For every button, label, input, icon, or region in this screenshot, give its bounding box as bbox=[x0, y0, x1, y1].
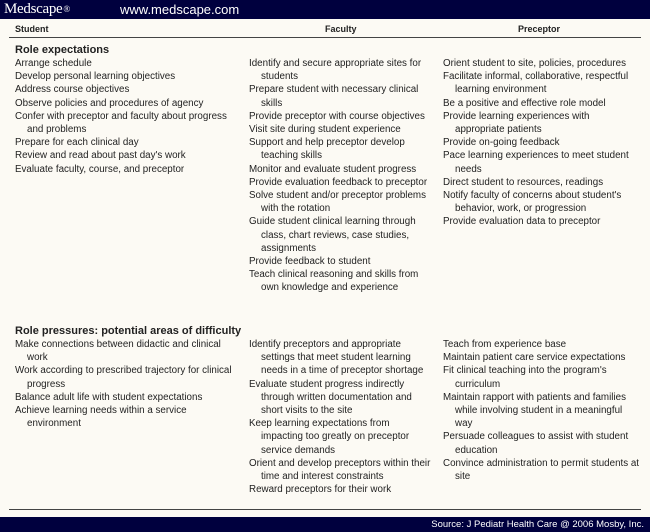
role-expectations-student-list bbox=[15, 57, 237, 176]
faculty-list-item: Provide evaluation feedback to preceptor bbox=[249, 176, 428, 188]
preceptor-list-item: Maintain rapport with patients and families while involving student in a meaningful way bbox=[443, 391, 626, 430]
column-header-preceptor: Preceptor bbox=[518, 24, 561, 34]
preceptor-list-item: Maintain patient care service expectations bbox=[443, 352, 626, 364]
faculty-list-item: Teach clinical reasoning and skills from own knowledge and experience bbox=[249, 269, 419, 294]
section-title-role-expectations: Role expectations bbox=[15, 44, 110, 56]
preceptor-list-item: Orient student to site, policies, procedures bbox=[443, 58, 626, 69]
faculty-list-item: Evaluate student progress indirectly through written documentation and short visits to the site bbox=[249, 378, 412, 417]
preceptor-list-item: Fit clinical teaching into the program's curriculum bbox=[443, 365, 607, 390]
faculty-list-item: Identify preceptors and appropriate settings that meet student learning needs in a time of preceptor shortage bbox=[249, 339, 424, 377]
preceptor-list-item: Be a positive and effective role model bbox=[443, 97, 606, 109]
footer-bar bbox=[0, 517, 650, 532]
preceptor-list-item: Notify faculty of concerns about student's behavior, work, or progression bbox=[443, 190, 622, 215]
faculty-list-item: Guide student clinical learning through class, chart reviews, case studies, assignments bbox=[249, 216, 416, 254]
student-list-item: Evaluate faculty, course, and preceptor bbox=[15, 163, 185, 175]
faculty-list-item: Orient and develop preceptors within their time and interest constraints bbox=[249, 457, 431, 483]
column-header-faculty: Faculty bbox=[325, 24, 357, 34]
student-list-item: Make connections between didactic and clinical work bbox=[15, 339, 221, 364]
preceptor-list-item: Pace learning experiences to meet student needs bbox=[443, 150, 629, 175]
preceptor-list-item: Provide on-going feedback bbox=[443, 137, 560, 149]
student-list-item: Achieve learning needs within a service environment bbox=[15, 405, 187, 430]
faculty-list-item: Support and help preceptor develop teaching skills bbox=[249, 137, 405, 162]
header-bar bbox=[0, 0, 650, 19]
faculty-list-item: Solve student and/or preceptor problems with the rotation bbox=[249, 190, 426, 215]
column-header-student: Student bbox=[15, 24, 49, 34]
faculty-list-item: Reward preceptors for their work bbox=[249, 484, 392, 496]
role-expectations-faculty-list bbox=[249, 57, 431, 295]
preceptor-list-item: Provide learning experiences with appropriate patients bbox=[443, 110, 590, 136]
preceptor-list-item: Persuade colleagues to assist with student education bbox=[443, 431, 629, 456]
student-list-item: Review and read about past day's work bbox=[15, 150, 186, 162]
preceptor-list-item: Direct student to resources, readings bbox=[443, 176, 604, 188]
faculty-list-item: Provide feedback to student bbox=[249, 256, 371, 268]
faculty-list-item: Prepare student with necessary clinical skills bbox=[249, 84, 419, 109]
student-list-item: Develop personal learning objectives bbox=[15, 71, 176, 83]
student-list-item: Work according to prescribed trajectory for clinical progress bbox=[15, 365, 232, 390]
preceptor-list-item: Provide evaluation data to preceptor bbox=[443, 216, 601, 228]
student-list-item: Arrange schedule bbox=[15, 58, 92, 69]
student-list-item: Prepare for each clinical day bbox=[15, 137, 139, 149]
student-list-item: Confer with preceptor and faculty about progress and problems bbox=[15, 110, 227, 136]
student-list-item: Address course objectives bbox=[15, 84, 130, 96]
faculty-list-item: Monitor and evaluate student progress bbox=[249, 163, 417, 175]
source-citation: Source: J Pediatr Health Care @ 2006 Mosby, Inc. bbox=[431, 519, 644, 530]
medscape-logo[interactable]: Medscape® bbox=[4, 1, 70, 17]
role-pressures-student-list bbox=[15, 338, 237, 430]
role-pressures-preceptor-list bbox=[443, 338, 641, 483]
faculty-list-item: Identify and secure appropriate sites for students bbox=[249, 58, 422, 83]
bottom-rule bbox=[9, 509, 641, 510]
faculty-list-item: Provide preceptor with course objectives bbox=[249, 110, 425, 122]
role-pressures-faculty-list bbox=[249, 338, 431, 496]
role-expectations-preceptor-list bbox=[443, 57, 641, 229]
header-rule bbox=[9, 37, 641, 38]
preceptor-list-item: Facilitate informal, collaborative, respectful learning environment bbox=[443, 71, 629, 96]
preceptor-list-item: Convince administration to permit students at site bbox=[443, 457, 640, 483]
site-url[interactable]: www.medscape.com bbox=[120, 2, 240, 17]
preceptor-list-item: Teach from experience base bbox=[443, 339, 567, 350]
faculty-list-item: Keep learning expectations from impacting too greatly on preceptor service demands bbox=[249, 418, 410, 456]
student-list-item: Balance adult life with student expectations bbox=[15, 391, 203, 403]
student-list-item: Observe policies and procedures of agency bbox=[15, 97, 204, 109]
faculty-list-item: Visit site during student experience bbox=[249, 124, 401, 136]
section-title-role-pressures: Role pressures: potential areas of difficulty bbox=[15, 325, 242, 337]
